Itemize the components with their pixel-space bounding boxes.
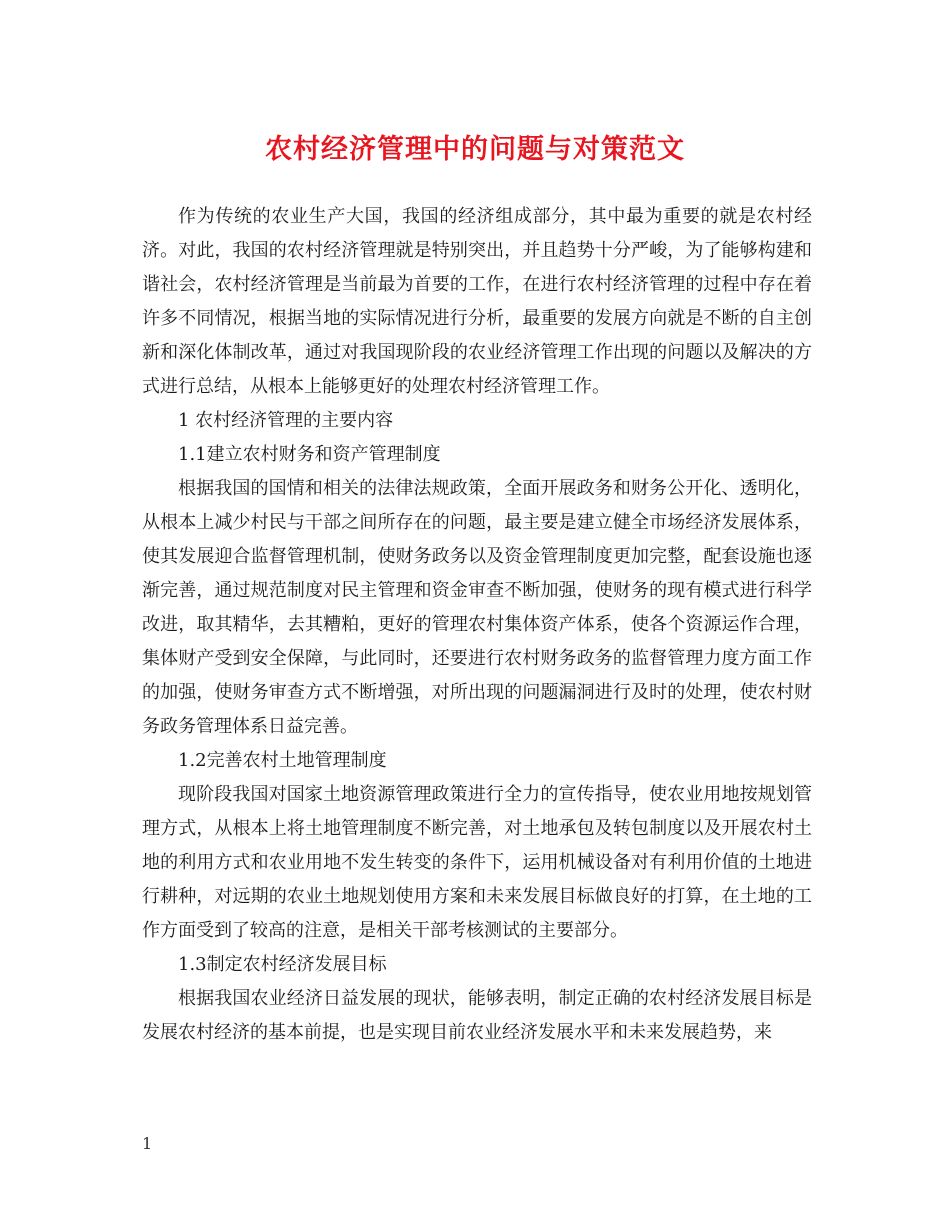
document-body bbox=[142, 200, 812, 1050]
section-heading-1: 1 农村经济管理的主要内容 bbox=[178, 410, 394, 431]
paragraph-intro: 作为传统的农业生产大国，我国的经济组成部分，其中最为重要的就是农村经济。对此，我国的农村经济管理就是特别突出，并且趋势十分严峻，为了能够构建和谐社会，农村经济管理是当前最为首要的工作，在进行农村经济管理的过程中存在着许多不同情况，根据当地的实际情况进行分析，最重要的发展方向就是不断的自主创新和深化体制改革，通过对我国现阶段的农业经济管理工作出现的问题以及解决的方式进行总结，从根本上能够更好的处理农村经济管理工作。 bbox=[142, 206, 812, 397]
subsection-heading-1-3: 1.3制定农村经济发展目标 bbox=[178, 954, 387, 975]
subsection-heading-1-2: 1.2完善农村土地管理制度 bbox=[178, 750, 387, 771]
document-title: 农村经济管理中的问题与对策范文 bbox=[265, 134, 685, 165]
paragraph-1-2: 现阶段我国对国家土地资源管理政策进行全力的宣传指导，使农业用地按规划管理方式，从根本上将土地管理制度不断完善，对土地承包及转包制度以及开展农村土地的利用方式和农业用地不发生转变的条件下，运用机械设备对有利用价值的土地进行耕种，对远期的农业土地规划使用方案和未来发展目标做良好的打算，在土地的工作方面受到了较高的注意，是相关干部考核测试的主要部分。 bbox=[142, 784, 812, 941]
page-number: 1 bbox=[142, 1134, 153, 1153]
paragraph-1-3: 根据我国农业经济日益发展的现状，能够表明，制定正确的农村经济发展目标是发展农村经济的基本前提，也是实现目前农业经济发展水平和未来发展趋势，来 bbox=[142, 988, 812, 1043]
paragraph-1-1: 根据我国的国情和相关的法律法规政策，全面开展政务和财务公开化、透明化，从根本上减少村民与干部之间所存在的问题，最主要是建立健全市场经济发展体系，使其发展迎合监督管理机制，使财务政务以及资金管理制度更加完整，配套设施也逐渐完善，通过规范制度对民主管理和资金审查不断加强，使财务的现有模式进行科学改进，取其精华，去其糟粕，更好的管理农村集体资产体系，使各个资源运作合理，集体财产受到安全保障，与此同时，还要进行农村财务政务的监督管理力度方面工作的加强，使财务审查方式不断增强，对所出现的问题漏洞进行及时的处理，使农村财务政务管理体系日益完善。 bbox=[142, 478, 812, 737]
subsection-heading-1-1: 1.1建立农村财务和资产管理制度 bbox=[178, 444, 441, 465]
